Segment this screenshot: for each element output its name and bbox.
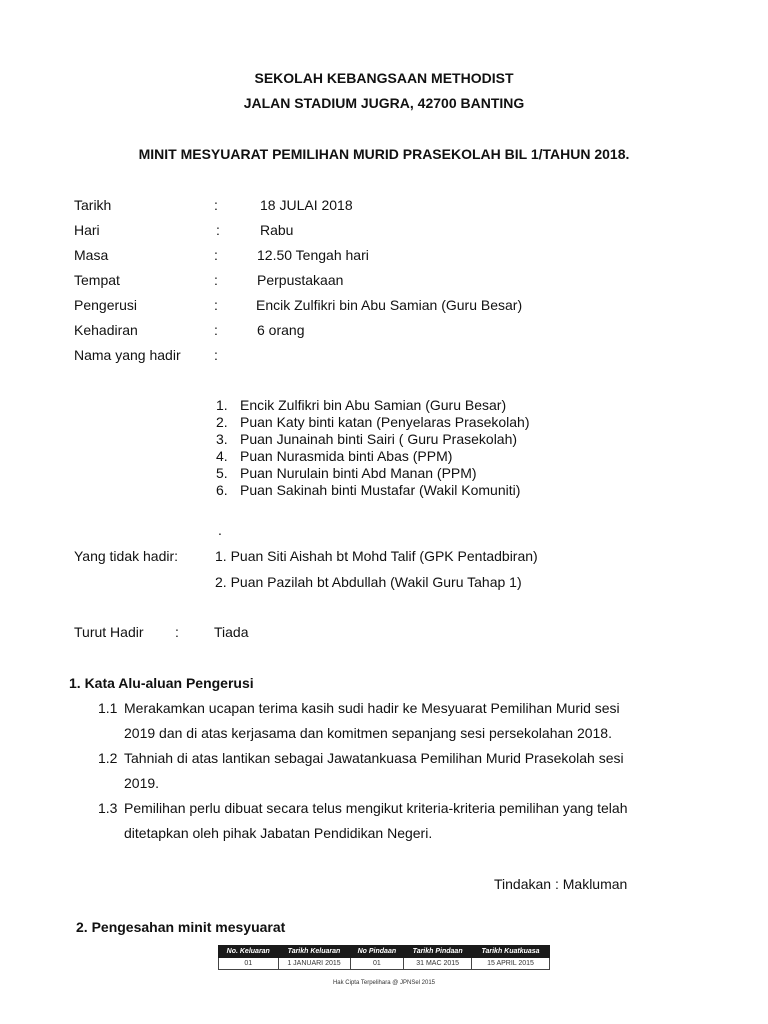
attendee-item (216, 448, 452, 464)
section-2-heading: 2. Pengesahan minit mesyuarat (76, 919, 286, 935)
attendee-item (216, 465, 477, 481)
attendee-number: 4. (216, 448, 228, 464)
item-1-3 (98, 796, 694, 846)
attendee-name: Encik Zulfikri bin Abu Samian (Guru Besar) (240, 397, 507, 413)
item-number: 1.2 (98, 750, 118, 766)
item-1-1 (98, 696, 694, 746)
attendee-item (216, 482, 520, 498)
document-control-table (218, 945, 550, 970)
attendee-number: 2. (216, 414, 228, 430)
detail-label: Kehadiran (74, 322, 138, 338)
detail-value: Perpustakaan (257, 272, 344, 288)
school-address: JALAN STADIUM JUGRA, 42700 BANTING (243, 95, 525, 111)
attendee-name: Puan Nurulain binti Abd Manan (PPM) (240, 465, 477, 481)
turut-hadir-label: Turut Hadir (74, 624, 144, 640)
table-header-cell: No Pindaan (350, 946, 404, 958)
attendee-name: Puan Nurasmida binti Abas (PPM) (240, 448, 453, 464)
item-text-line1: Tahniah di atas lantikan sebagai Jawatankuasa Pemilihan Murid Prasekolah sesi (124, 750, 624, 766)
detail-value: Rabu (260, 222, 294, 238)
table-cell: 01 (350, 958, 404, 970)
table-header-cell: Tarikh Keluaran (278, 946, 350, 958)
item-number: 1.1 (98, 700, 118, 716)
detail-colon: : (214, 347, 218, 363)
section-1-heading: 1. Kata Alu-aluan Pengerusi (69, 675, 254, 691)
table-cell: 31 MAC 2015 (404, 958, 472, 970)
copyright-notice: Hak Cipta Terpelihara @ JPNSel 2015 (332, 980, 436, 986)
detail-value: 18 JULAI 2018 (260, 197, 353, 213)
item-text-line1: Pemilihan perlu dibuat secara telus mengikut kriteria-kriteria pemilihan yang telah (124, 800, 628, 816)
absent-label: Yang tidak hadir: (74, 548, 179, 564)
detail-label: Tarikh (74, 197, 112, 213)
detail-colon: : (214, 322, 218, 338)
detail-label: Nama yang hadir (74, 347, 181, 363)
item-text-line1: Merakamkan ucapan terima kasih sudi hadir ke Mesyuarat Pemilihan Murid sesi (124, 700, 620, 716)
detail-value: 12.50 Tengah hari (257, 247, 369, 263)
item-text-line2: 2019. (124, 775, 160, 791)
action-note: Tindakan : Makluman (494, 876, 628, 892)
table-cell: 15 APRIL 2015 (472, 958, 550, 970)
table-header-cell: No. Keluaran (219, 946, 279, 958)
item-text-line2: 2019 dan di atas kerjasama dan komitmen sepanjang sesi persekolahan 2018. (124, 725, 612, 741)
turut-hadir-value: Tiada (214, 624, 249, 640)
absent-item: 2. Puan Pazilah bt Abdullah (Wakil Guru Tahap 1) (215, 574, 522, 590)
school-name: SEKOLAH KEBANGSAAN METHODIST (254, 70, 514, 86)
table-header-cell: Tarikh Pindaan (404, 946, 472, 958)
detail-value: Encik Zulfikri bin Abu Samian (Guru Besar) (256, 297, 523, 313)
attendee-name: Puan Sakinah binti Mustafar (Wakil Komuniti) (240, 482, 521, 498)
absent-item: 1. Puan Siti Aishah bt Mohd Talif (GPK Pentadbiran) (215, 548, 538, 564)
attendee-name: Puan Junainah binti Sairi ( Guru Prasekolah) (240, 431, 518, 447)
attendee-number: 1. (216, 397, 228, 413)
item-number: 1.3 (98, 800, 118, 816)
detail-colon: : (216, 222, 220, 238)
detail-label: Masa (74, 247, 109, 263)
table-header-row (219, 946, 550, 958)
attendee-item (216, 414, 530, 430)
item-text-line2: ditetapkan oleh pihak Jabatan Pendidikan Negeri. (124, 825, 433, 841)
detail-value: 6 orang (257, 322, 305, 338)
item-1-2 (98, 746, 694, 796)
detail-label: Hari (74, 222, 100, 238)
attendee-name: Puan Katy binti katan (Penyelaras Prasekolah) (240, 414, 530, 430)
attendee-number: 6. (216, 482, 228, 498)
document-title: MINIT MESYUARAT PEMILIHAN MURID PRASEKOLAH BIL 1/TAHUN 2018. (138, 146, 630, 162)
table-row (219, 958, 550, 970)
detail-colon: : (214, 297, 218, 313)
detail-colon: : (214, 197, 218, 213)
stray-dot: . (218, 522, 222, 538)
attendee-item (216, 431, 517, 447)
detail-label: Pengerusi (74, 297, 138, 313)
attendee-number: 5. (216, 465, 228, 481)
detail-colon: : (214, 272, 218, 288)
table-header-cell: Tarikh Kuatkuasa (472, 946, 550, 958)
turut-hadir-colon: : (175, 624, 179, 640)
detail-label: Tempat (74, 272, 120, 288)
table-cell: 1 JANUARI 2015 (278, 958, 350, 970)
attendee-number: 3. (216, 431, 228, 447)
detail-colon: : (214, 247, 218, 263)
attendee-item (216, 397, 506, 413)
table-cell: 01 (219, 958, 279, 970)
